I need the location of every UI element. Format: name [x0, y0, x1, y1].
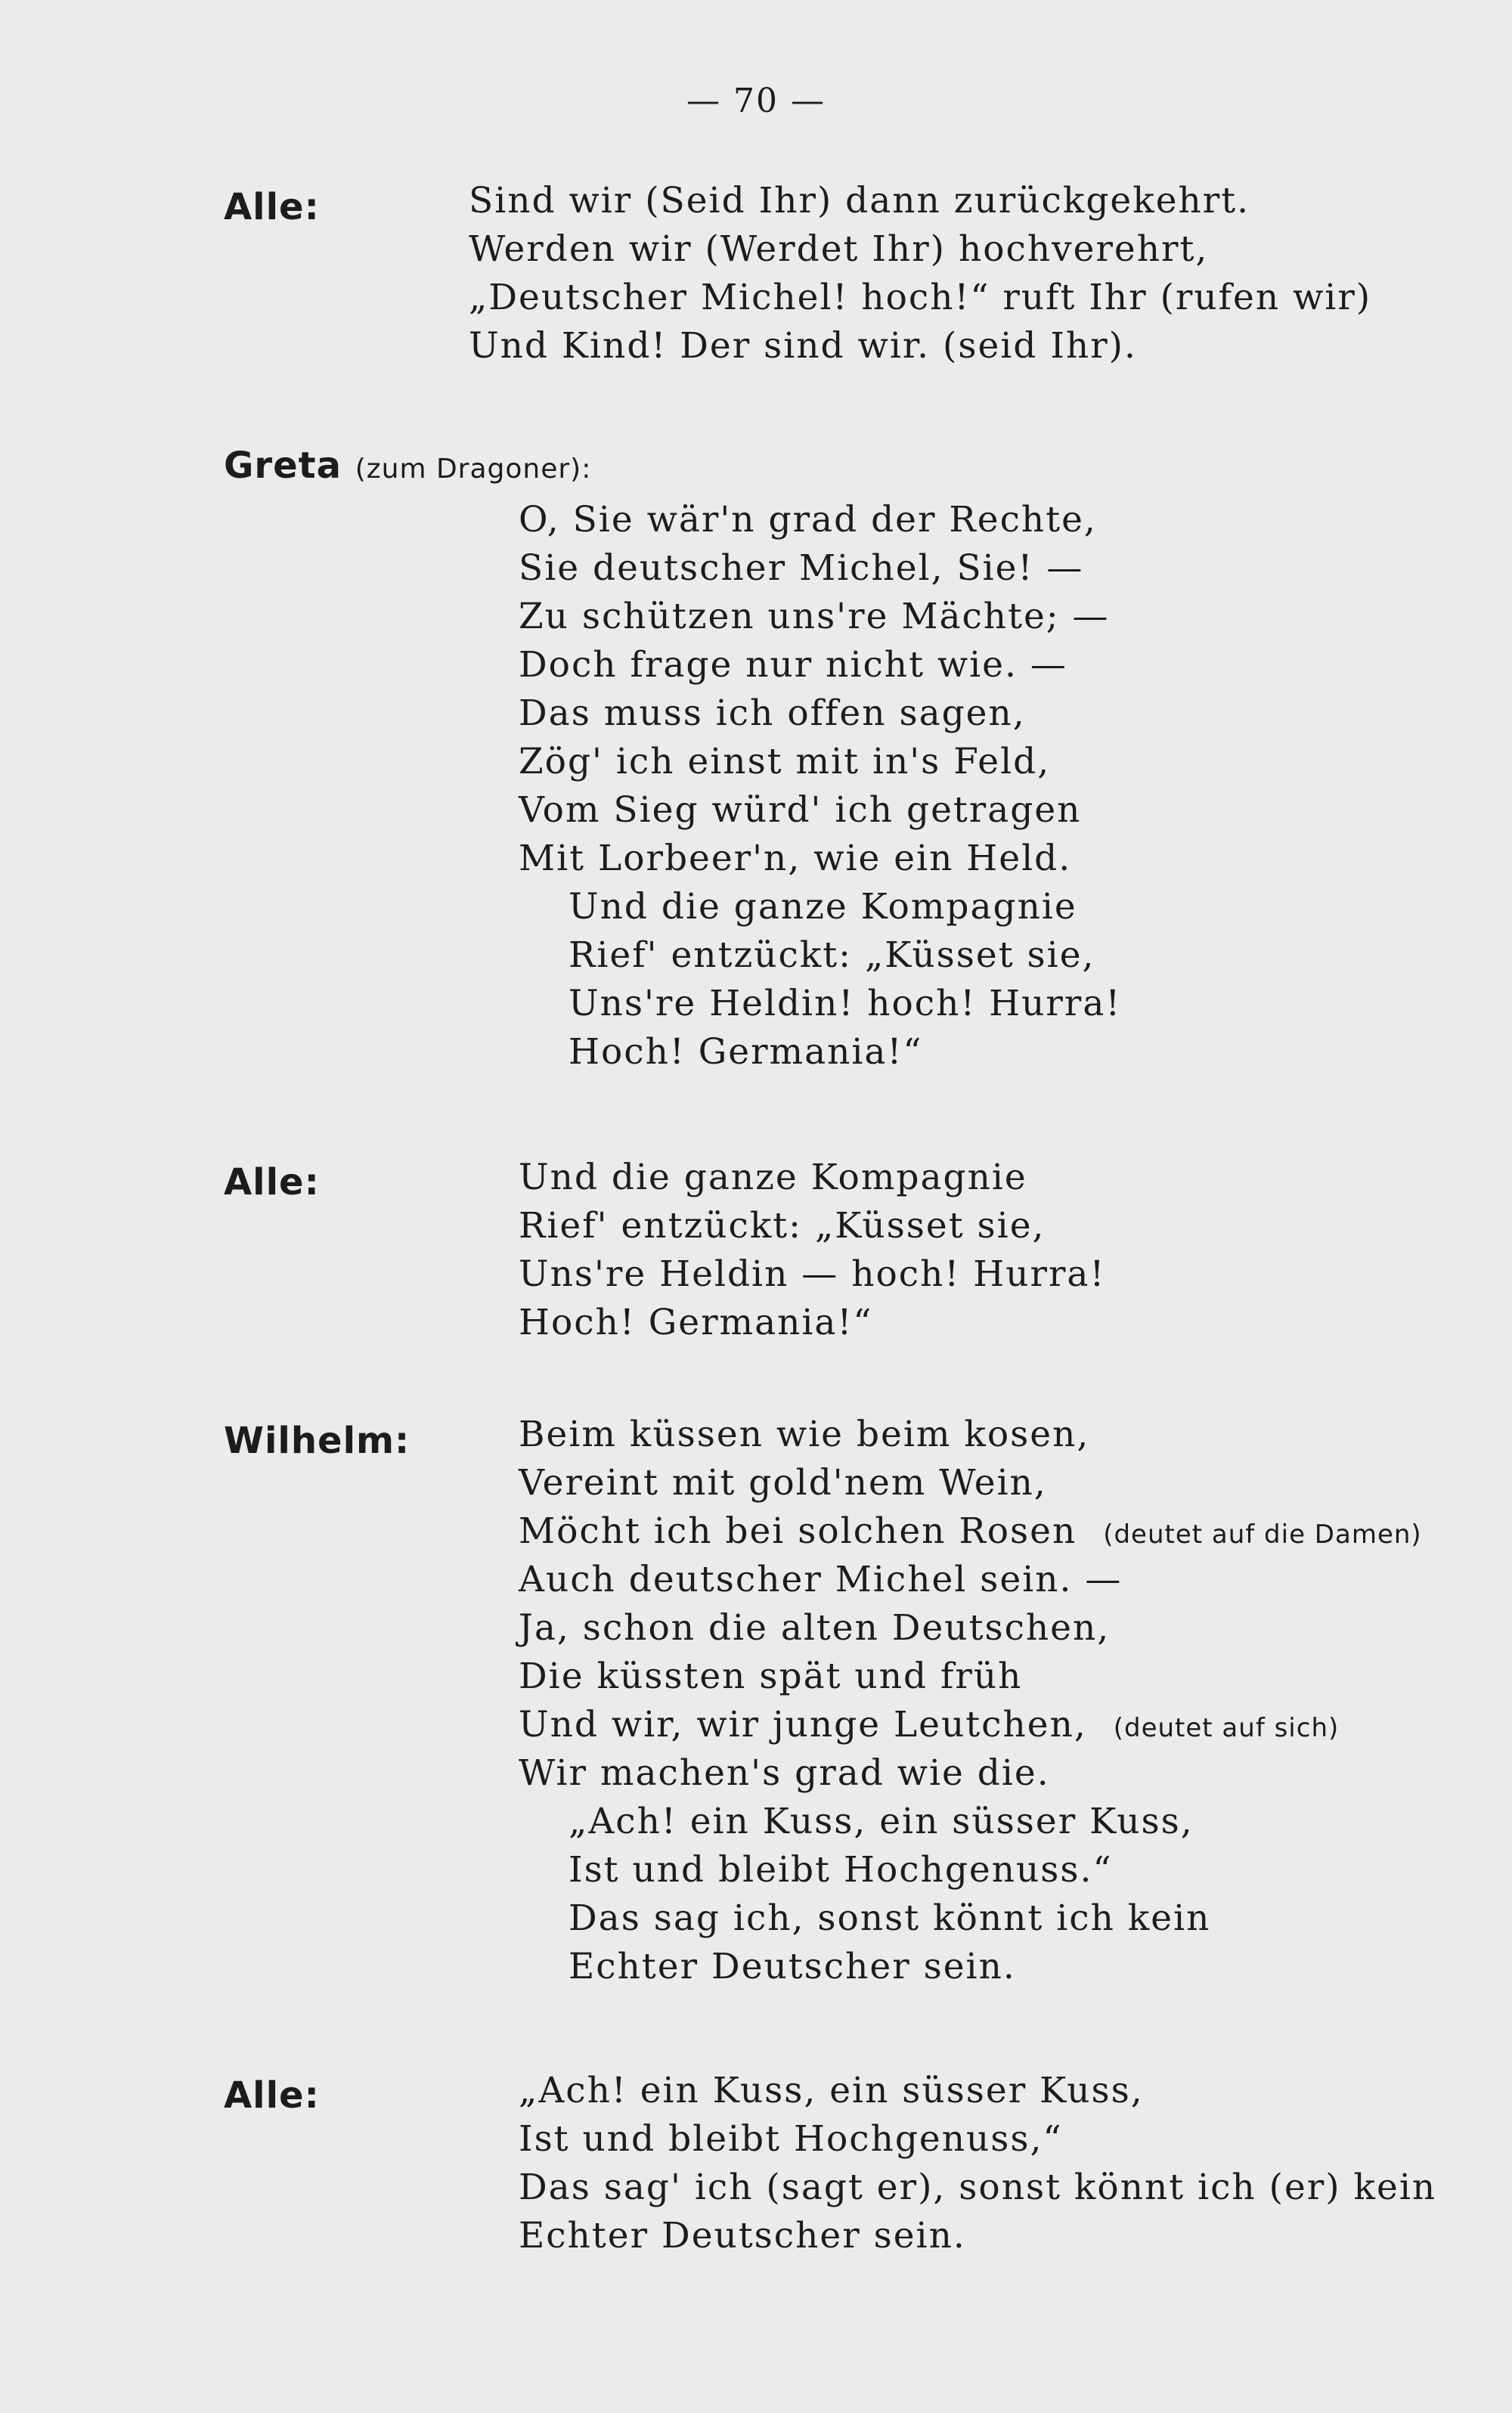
verse-line: Und die ganze Kompagnie — [569, 886, 1077, 928]
verse-text: Und wir, wir junge Leutchen, — [519, 1704, 1087, 1745]
verse-line: Und Kind! Der sind wir. (seid Ihr). — [469, 325, 1137, 367]
speaker-alle-2: Alle: — [224, 1161, 320, 1203]
verse-line: Die küssten spät und früh — [519, 1656, 1023, 1697]
speaker-name: Greta — [224, 444, 342, 487]
verse-line: „Ach! ein Kuss, ein süsser Kuss, — [569, 1801, 1194, 1842]
stage-direction: (deutet auf sich) — [1113, 1713, 1340, 1743]
speaker-wilhelm: Wilhelm: — [224, 1420, 411, 1462]
verse-line: Vom Sieg würd' ich getragen — [519, 789, 1082, 831]
verse-line: Rief' entzückt: „Küsset sie, — [569, 934, 1095, 976]
verse-line-with-note — [519, 1704, 1340, 1745]
stage-direction: (deutet auf die Damen) — [1103, 1519, 1422, 1550]
verse-line: Auch deutscher Michel sein. — — [519, 1559, 1123, 1600]
verse-line: Werden wir (Werdet Ihr) hochverehrt, — [469, 228, 1209, 270]
speaker-greta — [224, 444, 591, 487]
verse-line: „Ach! ein Kuss, ein süsser Kuss, — [519, 2070, 1144, 2111]
verse-line: Doch frage nur nicht wie. — — [519, 644, 1067, 686]
verse-text: Möcht ich bei solchen Rosen — [519, 1510, 1077, 1552]
verse-line: Das muss ich offen sagen, — [519, 692, 1026, 734]
speaker-alle-3: Alle: — [224, 2074, 320, 2117]
verse-line: Beim küssen wie beim kosen, — [519, 1414, 1090, 1455]
verse-line: Das sag ich, sonst könnt ich kein — [569, 1897, 1211, 1939]
verse-line-with-note — [519, 1510, 1422, 1552]
verse-line: Echter Deutscher sein. — [519, 2215, 966, 2257]
page-number: — 70 — — [686, 82, 826, 120]
verse-line: Zu schützen uns're Mächte; — — [519, 596, 1110, 637]
verse-line: Ist und bleibt Hochgenuss.“ — [569, 1849, 1113, 1891]
verse-line: Ist und bleibt Hochgenuss,“ — [519, 2118, 1063, 2160]
verse-line: Rief' entzückt: „Küsset sie, — [519, 1205, 1046, 1247]
verse-line: Sie deutscher Michel, Sie! — — [519, 547, 1084, 589]
stage-direction: (zum Dragoner): — [355, 454, 592, 485]
verse-line: Uns're Heldin — hoch! Hurra! — [519, 1253, 1106, 1295]
verse-line: Hoch! Germania!“ — [519, 1302, 873, 1343]
verse-line: Ja, schon die alten Deutschen, — [519, 1607, 1111, 1649]
verse-line: Das sag' ich (sagt er), sonst könnt ich (er) kein — [519, 2167, 1437, 2208]
verse-line: Echter Deutscher sein. — [569, 1946, 1016, 1987]
verse-line: Mit Lorbeer'n, wie ein Held. — [519, 838, 1072, 879]
verse-line: Vereint mit gold'nem Wein, — [519, 1462, 1047, 1504]
verse-line: O, Sie wär'n grad der Rechte, — [519, 499, 1097, 541]
verse-line: Zög' ich einst mit in's Feld, — [519, 741, 1051, 782]
verse-line: Hoch! Germania!“ — [569, 1031, 923, 1073]
verse-line: Uns're Heldin! hoch! Hurra! — [569, 983, 1122, 1024]
verse-line: Sind wir (Seid Ihr) dann zurückgekehrt. — [469, 180, 1250, 221]
speaker-alle-1: Alle: — [224, 186, 320, 228]
verse-line: Und die ganze Kompagnie — [519, 1157, 1027, 1198]
verse-line: Wir machen's grad wie die. — [519, 1752, 1050, 1794]
verse-line: „Deutscher Michel! hoch!“ ruft Ihr (rufen wir) — [469, 277, 1372, 318]
